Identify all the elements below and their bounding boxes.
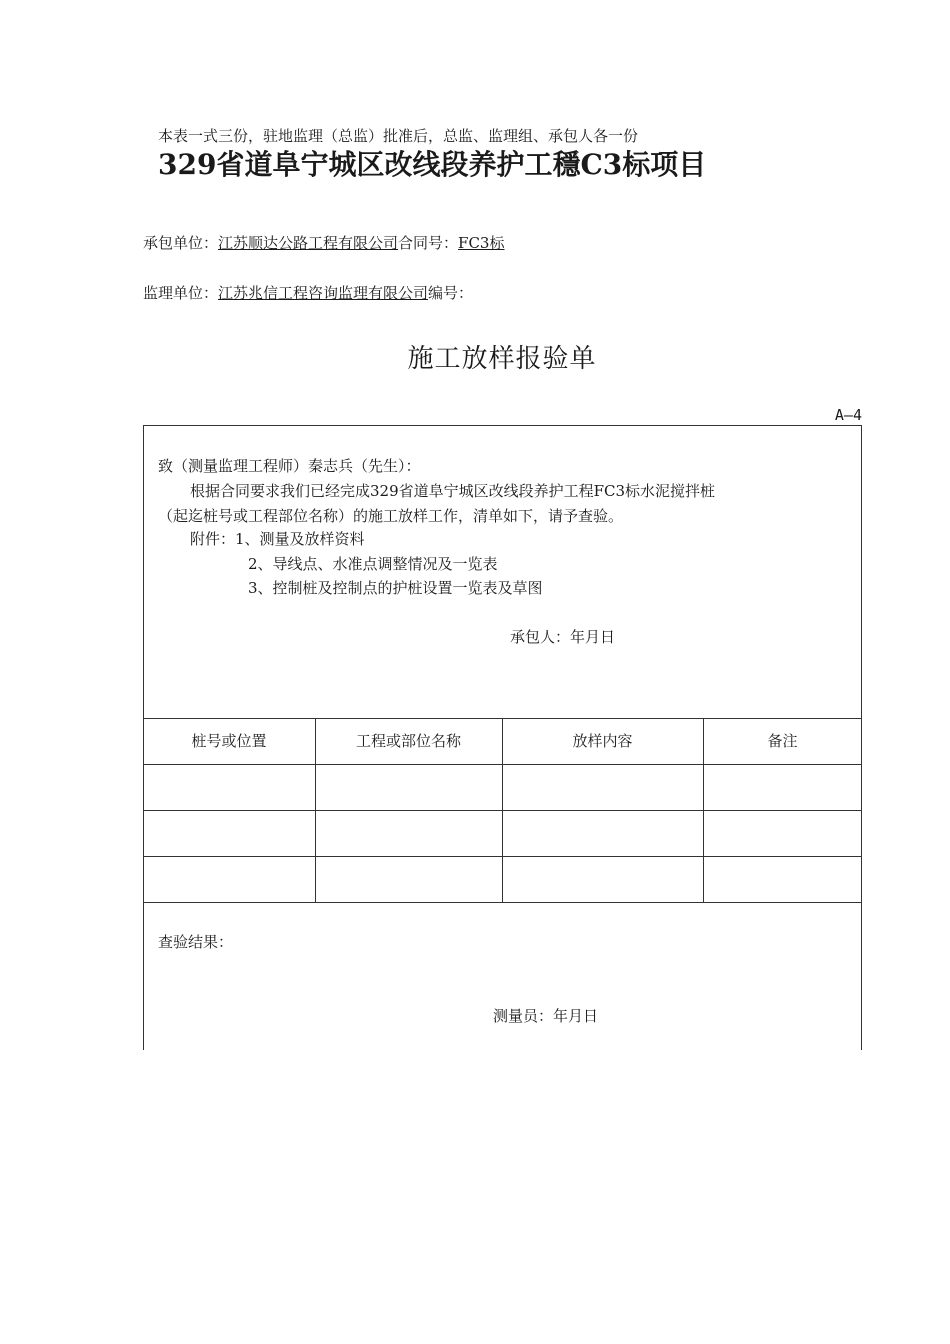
serial-number-label: 编号：	[428, 284, 474, 302]
contract-no-value: FC3标	[458, 234, 505, 252]
attachment-1: 附件：1、测量及放样资料	[190, 530, 365, 548]
contract-no-label: 合同号：	[398, 234, 459, 252]
salutation: 致（测量监理工程师）秦志兵（先生）：	[158, 457, 421, 475]
attachment-2: 2、导线点、水准点调整情况及一览表	[248, 555, 498, 573]
body-line-1: 根据合同要求我们已经完成329省道阜宁城区改线段养护工程FC3标水泥搅拌桩	[190, 482, 716, 500]
table-header-work-name: 工程或部位名称	[355, 732, 461, 750]
table-cell	[315, 856, 502, 902]
table-header-content: 放样内容	[572, 732, 633, 750]
table-cell	[143, 856, 315, 902]
body-line-2: （起迄桩号或工程部位名称）的施工放样工作，清单如下，请予查验。	[158, 507, 624, 525]
table-cell	[703, 810, 862, 856]
contractor-label: 承包单位：	[143, 234, 219, 252]
supervisor-name: 江苏兆信工程咨询监理有限公司	[218, 284, 429, 302]
form-code: A—4	[834, 406, 862, 424]
table-header-remarks: 备注	[767, 732, 798, 750]
table-cell	[315, 810, 502, 856]
project-title: 329省道阜宁城区改线段养护工穩C3标项目	[158, 148, 707, 181]
table-cell	[703, 764, 862, 810]
surveyor-signature: 测量员：年月日	[493, 1007, 599, 1025]
table-cell	[315, 764, 502, 810]
contractor-signature: 承包人：年月日	[510, 628, 616, 646]
supervisor-line	[143, 282, 473, 303]
table-cell	[502, 810, 703, 856]
table-header-location: 桩号或位置	[191, 732, 267, 750]
inspection-result-label: 查验结果：	[158, 933, 234, 951]
table-cell	[502, 764, 703, 810]
contractor-line	[143, 232, 504, 253]
table-cell	[703, 856, 862, 902]
form-title: 施工放样报验单	[407, 344, 597, 374]
table-cell	[143, 810, 315, 856]
table-cell	[143, 764, 315, 810]
distribution-note: 本表一式三份，驻地监理（总监）批准后，总监、监理组、承包人各一份	[158, 127, 639, 145]
contractor-name: 江苏顺达公路工程有限公司	[218, 234, 399, 252]
attachment-3: 3、控制桩及控制点的护桩设置一览表及草图	[248, 579, 543, 597]
supervisor-label: 监理单位：	[143, 284, 219, 302]
table-bottom-border	[143, 902, 862, 903]
table-cell	[502, 856, 703, 902]
